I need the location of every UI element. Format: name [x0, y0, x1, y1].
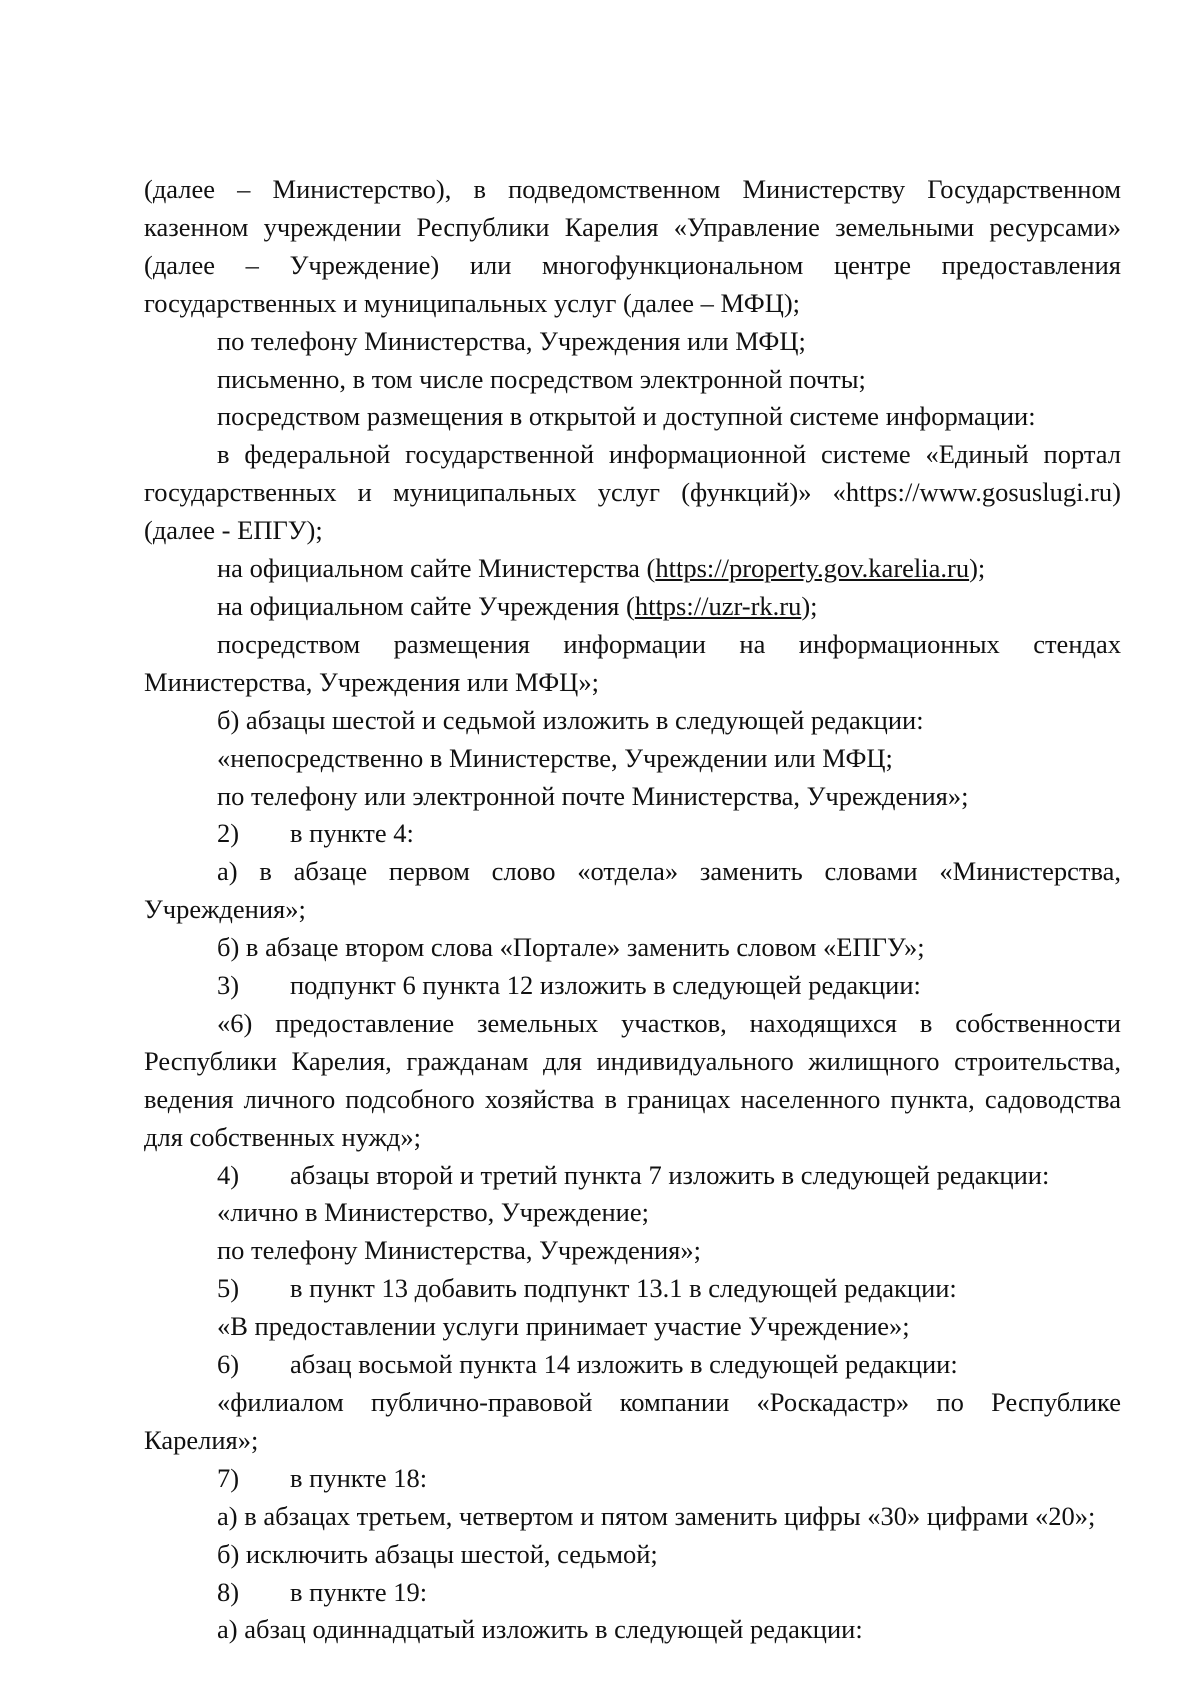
paragraph-6-7-edit: б) абзацы шестой и седьмой изложить в следующей редакции: [217, 704, 924, 735]
site-ministry-suffix: ); [969, 553, 986, 584]
paragraph-directly: «непосредственно в Министерстве, Учреждении или МФЦ; [217, 742, 893, 773]
item-number: 8) [217, 1576, 240, 1607]
numbered-item-5 [144, 1270, 1121, 1308]
item-text: абзацы второй и третий пункта 7 изложить в следующей редакции: [290, 1159, 1050, 1190]
numbered-item-7 [144, 1460, 1121, 1498]
institution-site-link[interactable]: https://uzr-rk.ru [634, 590, 802, 621]
item-text: в пункт 13 добавить подпункт 13.1 в следующей редакции: [290, 1273, 957, 1304]
document-body [144, 171, 1121, 1649]
paragraph-epgu: в федеральной государственной информационной системе «Единый портал государственных и муниципальных услуг (функций)» «https://www.gosuslugi.ru) (далее - ЕПГУ); [144, 439, 1121, 546]
numbered-item-6 [144, 1346, 1121, 1384]
item-number: 2) [217, 818, 240, 849]
item-number: 4) [217, 1159, 240, 1190]
paragraph-portal-replace: б) в абзаце втором слова «Портале» заменить словом «ЕПГУ»; [217, 932, 925, 963]
item-number: 3) [217, 970, 240, 1001]
paragraph-participation: «В предоставлении услуги принимает участие Учреждение»; [217, 1311, 910, 1342]
numbered-item-3 [144, 967, 1121, 1005]
numbered-item-8 [144, 1574, 1121, 1612]
paragraph-site-institution [144, 588, 1121, 626]
item-number: 7) [217, 1462, 240, 1493]
paragraph-phone-ministry: по телефону Министерства, Учреждения»; [217, 1235, 701, 1266]
site-institution-prefix: на официальном сайте Учреждения ( [217, 590, 635, 621]
paragraph-digits-replace: а) в абзацах третьем, четвертом и пятом заменить цифры «30» цифрами «20»; [217, 1500, 1096, 1531]
paragraph-land-plots: «6) предоставление земельных участков, находящихся в собственности Республики Карелия, гражданам для индивидуального жилищного строительства, ведения личного подсобного хозяйства в границах населенного пункта, садоводства для собственных нужд»; [144, 1007, 1121, 1152]
paragraph-ministry-intro: (далее – Министерство), в подведомственном Министерству Государственном казенном учреждении Республики Карелия «Управление земельными ресурсами» (далее – Учреждение) или многофункциональном центре предоставления государственных и муниципальных услуг (далее – МФЦ); [144, 174, 1121, 318]
item-text: в пункте 19: [290, 1576, 428, 1607]
site-institution-suffix: ); [801, 590, 818, 621]
item-text: абзац восьмой пункта 14 изложить в следующей редакции: [290, 1349, 958, 1380]
paragraph-roskadastr: «филиалом публично-правовой компании «Роскадастр» по Республике Карелия»; [144, 1387, 1121, 1455]
paragraph-phone-email: по телефону или электронной почте Министерства, Учреждения»; [217, 780, 969, 811]
site-ministry-prefix: на официальном сайте Министерства ( [217, 553, 656, 584]
paragraph-site-ministry [144, 550, 1121, 588]
numbered-item-4 [144, 1157, 1121, 1195]
item-text: подпункт 6 пункта 12 изложить в следующей редакции: [290, 970, 921, 1001]
numbered-item-2 [144, 815, 1121, 853]
item-text: в пункте 4: [290, 818, 414, 849]
paragraph-in-person: «лично в Министерство, Учреждение; [217, 1197, 649, 1228]
paragraph-phone: по телефону Министерства, Учреждения или МФЦ; [217, 325, 806, 356]
item-number: 5) [217, 1273, 240, 1304]
paragraph-open-system: посредством размещения в открытой и доступной системе информации: [217, 401, 1036, 432]
paragraph-exclude: б) исключить абзацы шестой, седьмой; [217, 1538, 658, 1569]
ministry-site-link[interactable]: https://property.gov.karelia.ru [655, 553, 970, 584]
paragraph-written: письменно, в том числе посредством электронной почты; [217, 363, 866, 394]
paragraph-word-replace: а) в абзаце первом слово «отдела» заменить словами «Министерства, Учреждения»; [144, 856, 1121, 925]
paragraph-stands: посредством размещения информации на информационных стендах Министерства, Учреждения или МФЦ»; [144, 628, 1121, 697]
item-text: в пункте 18: [290, 1462, 428, 1493]
paragraph-eleventh: а) абзац одиннадцатый изложить в следующей редакции: [217, 1614, 863, 1645]
item-number: 6) [217, 1349, 240, 1380]
